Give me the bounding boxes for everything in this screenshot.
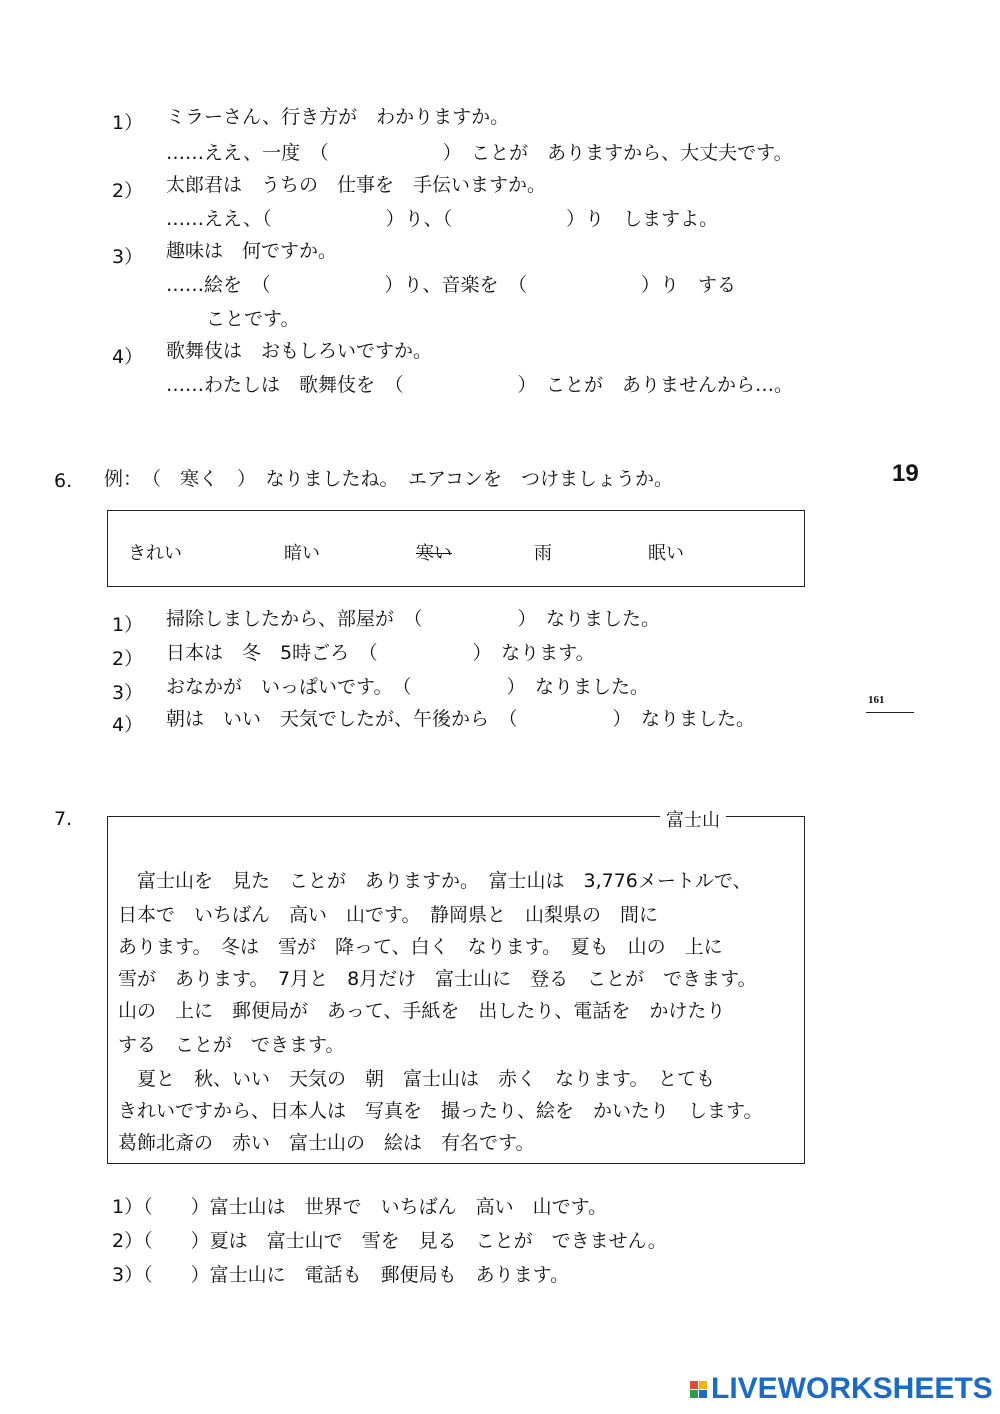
q5-1-answer: ……ええ、一度 （ ） ことが ありますから、大丈夫です。	[166, 142, 793, 164]
q5-2-question: 太郎君は うちの 仕事を 手伝いますか。	[166, 174, 547, 196]
liveworksheets-logo-icon	[690, 1381, 707, 1398]
passage-line-6: する ことが できます。	[118, 1034, 345, 1056]
liveworksheets-logo	[690, 1372, 993, 1406]
page-number: 19	[892, 460, 919, 487]
passage-line-2: 日本で いちばん 高い 山です。 静岡県と 山梨県の 間に	[118, 904, 658, 926]
q5-1-number: 1）	[112, 112, 144, 134]
q6-4-number: 4）	[112, 714, 144, 736]
page-small-number: 161	[868, 694, 885, 706]
page-small-rule	[866, 712, 914, 713]
liveworksheets-logo-text: LIVEWORKSHEETS	[711, 1372, 993, 1405]
q5-3-answer: ……絵を （ ）り、音楽を （ ）り する	[166, 274, 737, 296]
q6-1-text: 掃除しましたから、部屋が （ ） なりました。	[166, 608, 661, 630]
q5-4-number: 4）	[112, 346, 144, 368]
q5-4-answer: ……わたしは 歌舞伎を （ ） ことが ありませんから…。	[166, 374, 794, 396]
word-nemui: 眠い	[648, 543, 684, 564]
q6-2-number: 2）	[112, 648, 144, 670]
tf-question-3: 3）（ ）富士山に 電話も 郵便局も あります。	[112, 1264, 570, 1286]
tf-question-1: 1）（ ）富士山は 世界で いちばん 高い 山です。	[112, 1196, 608, 1218]
word-kirei: きれい	[128, 543, 182, 564]
q6-2-text: 日本は 冬 5時ごろ （ ） なります。	[166, 642, 595, 664]
tf-question-2: 2）（ ）夏は 富士山で 雪を 見る ことが できません。	[112, 1230, 667, 1252]
q5-4-question: 歌舞伎は おもしろいですか。	[166, 340, 433, 362]
passage-line-1: 富士山を 見た ことが ありますか。 富士山は 3,776メートルで、	[118, 870, 752, 892]
word-box	[107, 510, 805, 587]
passage-line-9: 葛飾北斎の 赤い 富士山の 絵は 有名です。	[118, 1132, 535, 1154]
passage-line-3: あります。 冬は 雪が 降って、白く なります。 夏も 山の 上に	[118, 936, 723, 958]
q6-3-number: 3）	[112, 682, 144, 704]
q5-2-number: 2）	[112, 180, 144, 202]
q5-2-answer: ……ええ、（ ）り、（ ）り しますよ。	[166, 208, 719, 230]
section6-example: 例： （ 寒く ） なりましたね。 エアコンを つけましょうか。	[104, 468, 674, 490]
word-samui-crossed: 寒い	[416, 543, 452, 564]
word-ame: 雨	[534, 543, 552, 564]
section6-number: 6.	[54, 470, 73, 492]
passage-line-4: 雪が あります。 7月と 8月だけ 富士山に 登る ことが できます。	[118, 968, 757, 990]
passage-title: 富士山	[660, 806, 726, 832]
q5-3-question: 趣味は 何ですか。	[166, 240, 338, 262]
passage-line-5: 山の 上に 郵便局が あって、手紙を 出したり、電話を かけたり	[118, 1000, 726, 1022]
q5-3-number: 3）	[112, 246, 144, 268]
word-kurai: 暗い	[284, 543, 320, 564]
q6-1-number: 1）	[112, 614, 144, 636]
q5-1-question: ミラーさん、行き方が わかりますか。	[166, 106, 510, 128]
section7-number: 7.	[54, 808, 73, 830]
passage-line-7: 夏と 秋、いい 天気の 朝 富士山は 赤く なります。 とても	[118, 1068, 715, 1090]
q6-4-text: 朝は いい 天気でしたが、午後から （ ） なりました。	[166, 708, 756, 730]
passage-line-8: きれいですから、日本人は 写真を 撮ったり、絵を かいたり します。	[118, 1100, 763, 1122]
q6-3-text: おなかが いっぱいです。 （ ） なりました。	[166, 676, 649, 698]
q5-3-answer-cont: ことです。	[206, 308, 300, 330]
